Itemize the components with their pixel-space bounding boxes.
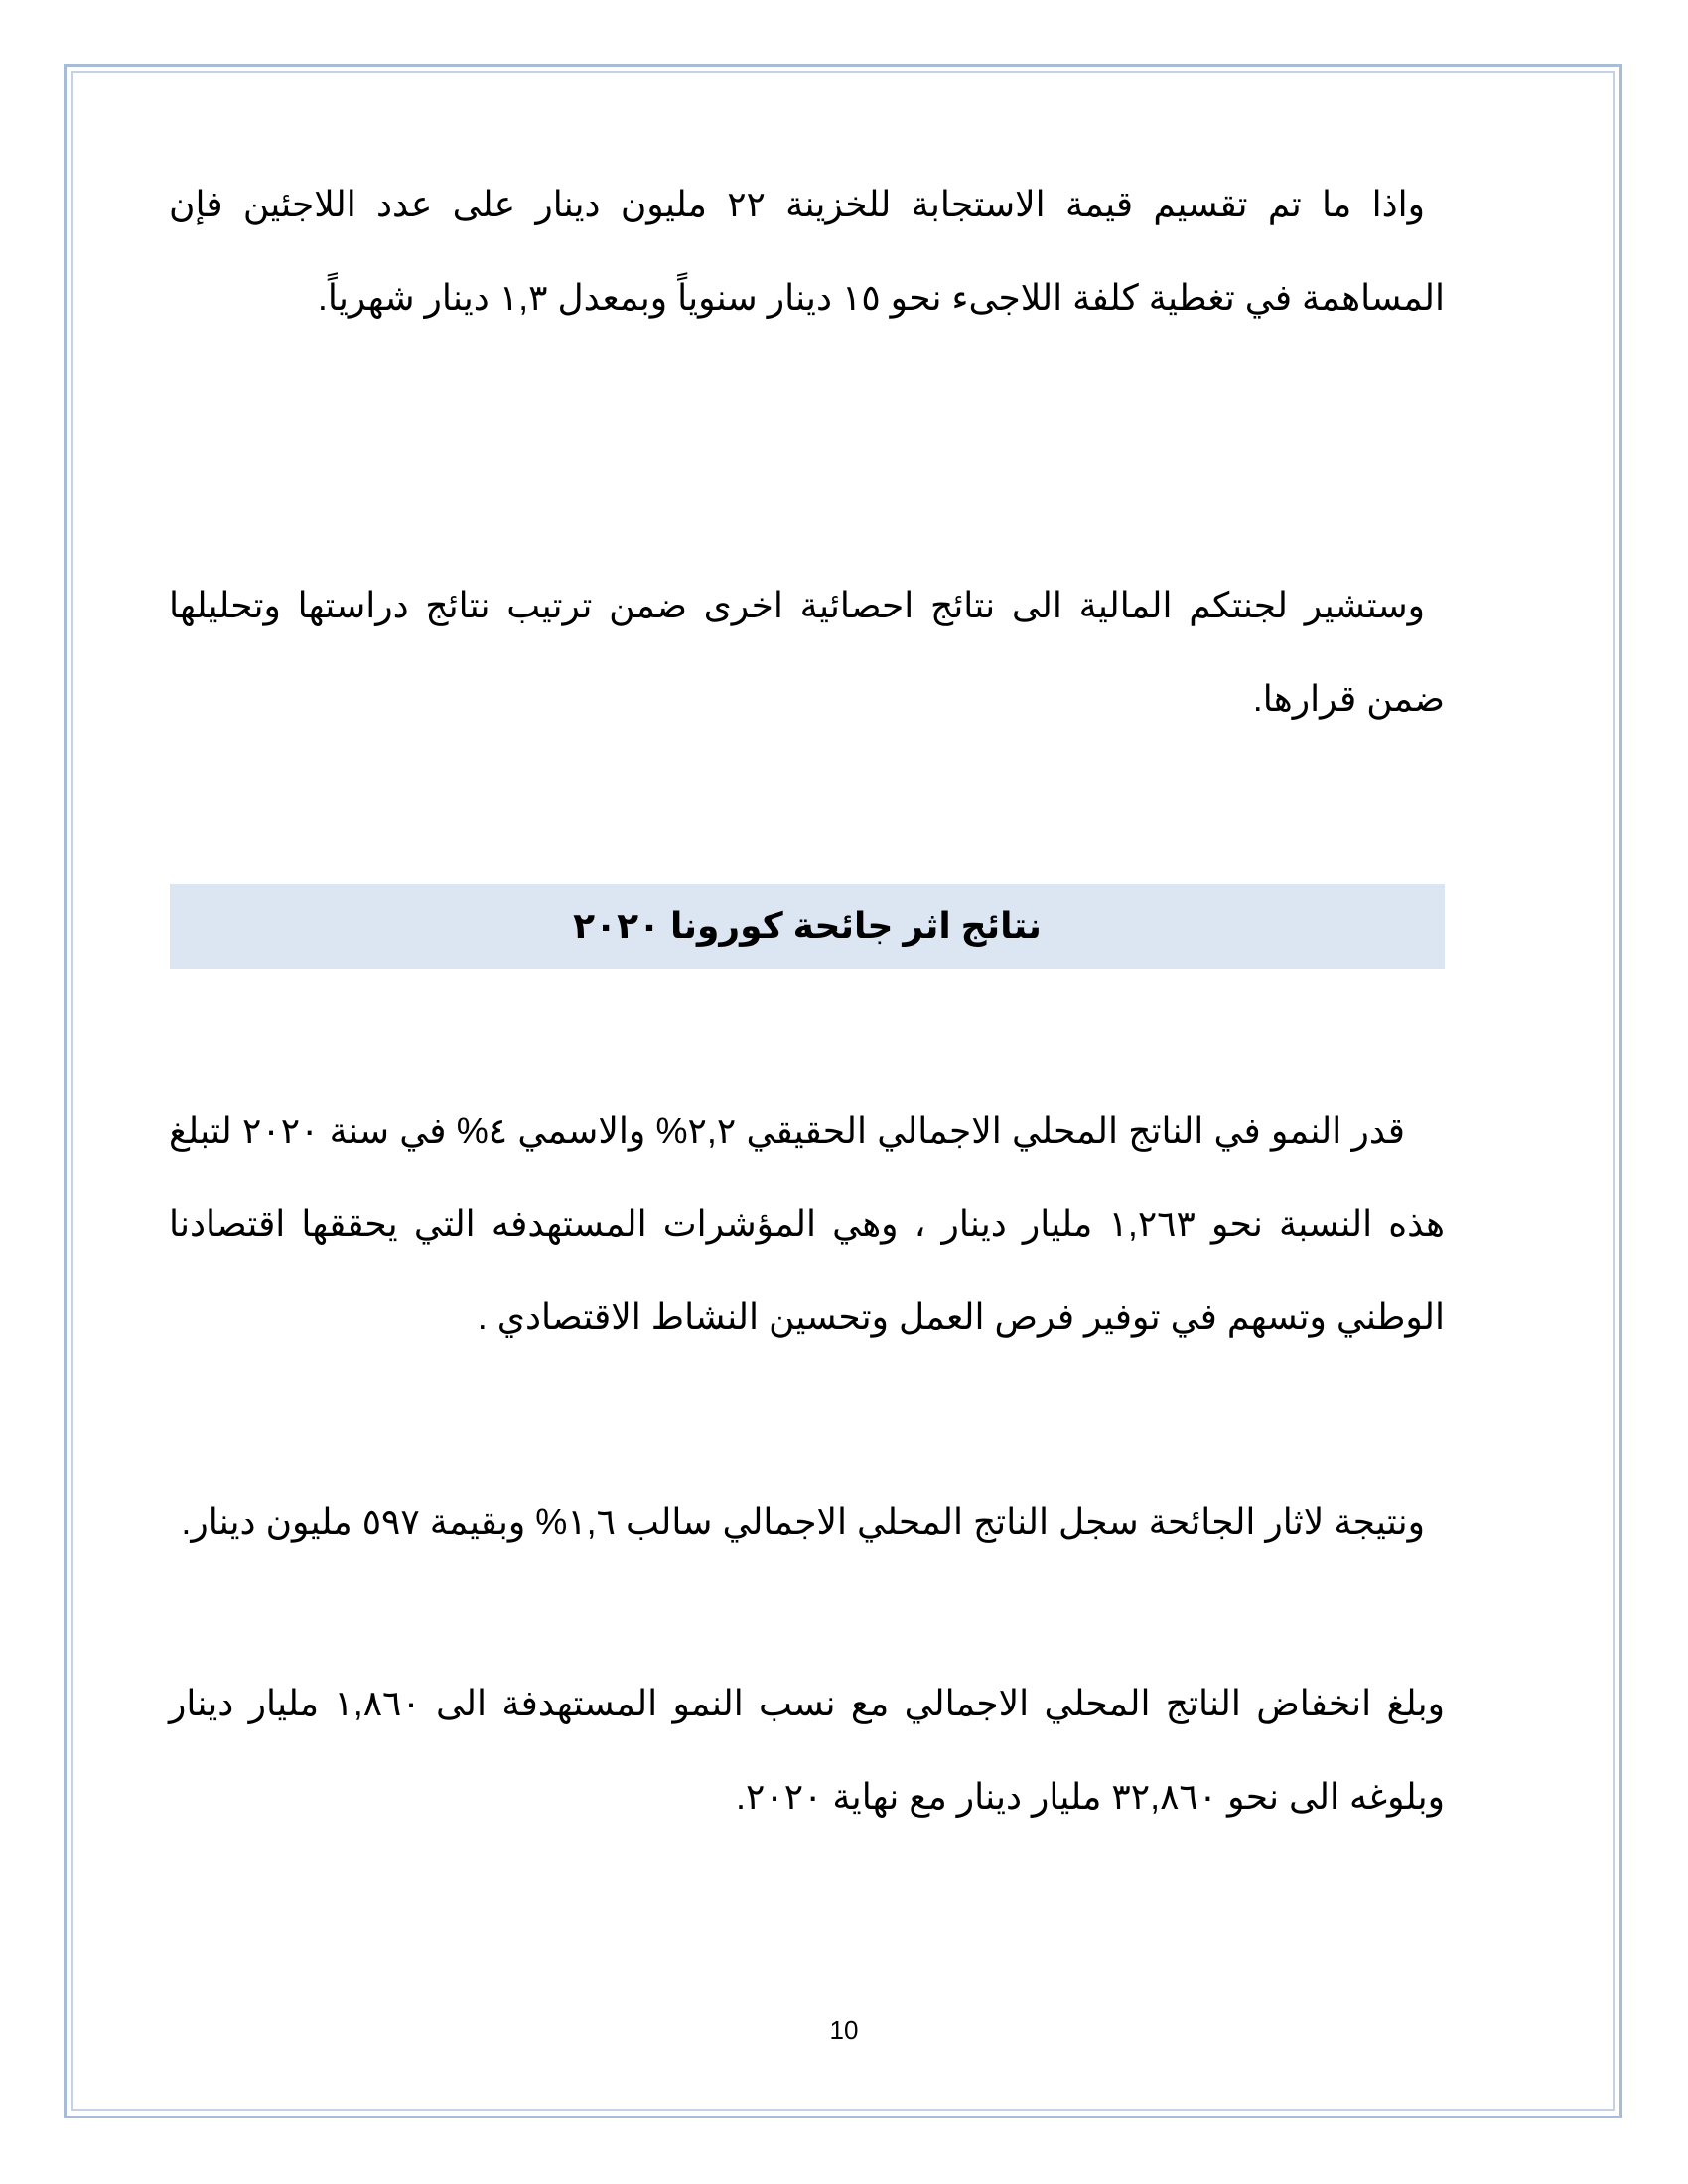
paragraph-gdp-growth-text: قدر النمو في الناتج المحلي الاجمالي الحقيقي ٢,٢% والاسمي ٤% في سنة ٢٠٢٠ لتبلغ هذه النسبة نحو ١,٢٦٣ مليار دينار ، وهي المؤشرات المستهدفه التي يحققها اقتصادنا الوطني وتسهم في توفير فرص العمل وتحسين النشاط الاقتصادي . [169,1110,1446,1337]
paragraph-pandemic-effect-text: ونتيجة لاثار الجائحة سجل الناتج المحلي الاجمالي سالب ١,٦% وبقيمة ٥٩٧ مليون دينار. [181,1501,1425,1542]
page-number: 10 [829,2015,859,2045]
paragraph-pandemic-effect [169,1475,1445,1569]
paragraph-gdp-growth [169,1084,1445,1364]
paragraph-refugee-cost [169,158,1445,344]
section-heading-box [170,884,1445,969]
paragraph-refugee-cost-text: واذا ما تم تقسيم قيمة الاستجابة للخزينة ٢٢ مليون دينار على عدد اللاجئين فإن المساهمة في تغطية كلفة اللاجىء نحو ١٥ دينار سنوياً وبمعدل ١,٣ دينار شهرياً. [169,184,1445,318]
paragraph-gdp-decline [169,1657,1445,1843]
paragraph-finance-committee [169,559,1445,746]
paragraph-gdp-decline-text: وبلغ انخفاض الناتج المحلي الاجمالي مع نسب النمو المستهدفة الى ١,٨٦٠ مليار دينار وبلوغه الى نحو ٣٢,٨٦٠ مليار دينار مع نهاية ٢٠٢٠. [169,1683,1445,1817]
paragraph-finance-committee-text: وستشير لجنتكم المالية الى نتائج احصائية اخرى ضمن ترتيب نتائج دراستها وتحليلها ضمن قرارها. [169,585,1445,719]
section-heading: نتائج اثر جائحة كورونا ٢٠٢٠ [573,905,1042,946]
